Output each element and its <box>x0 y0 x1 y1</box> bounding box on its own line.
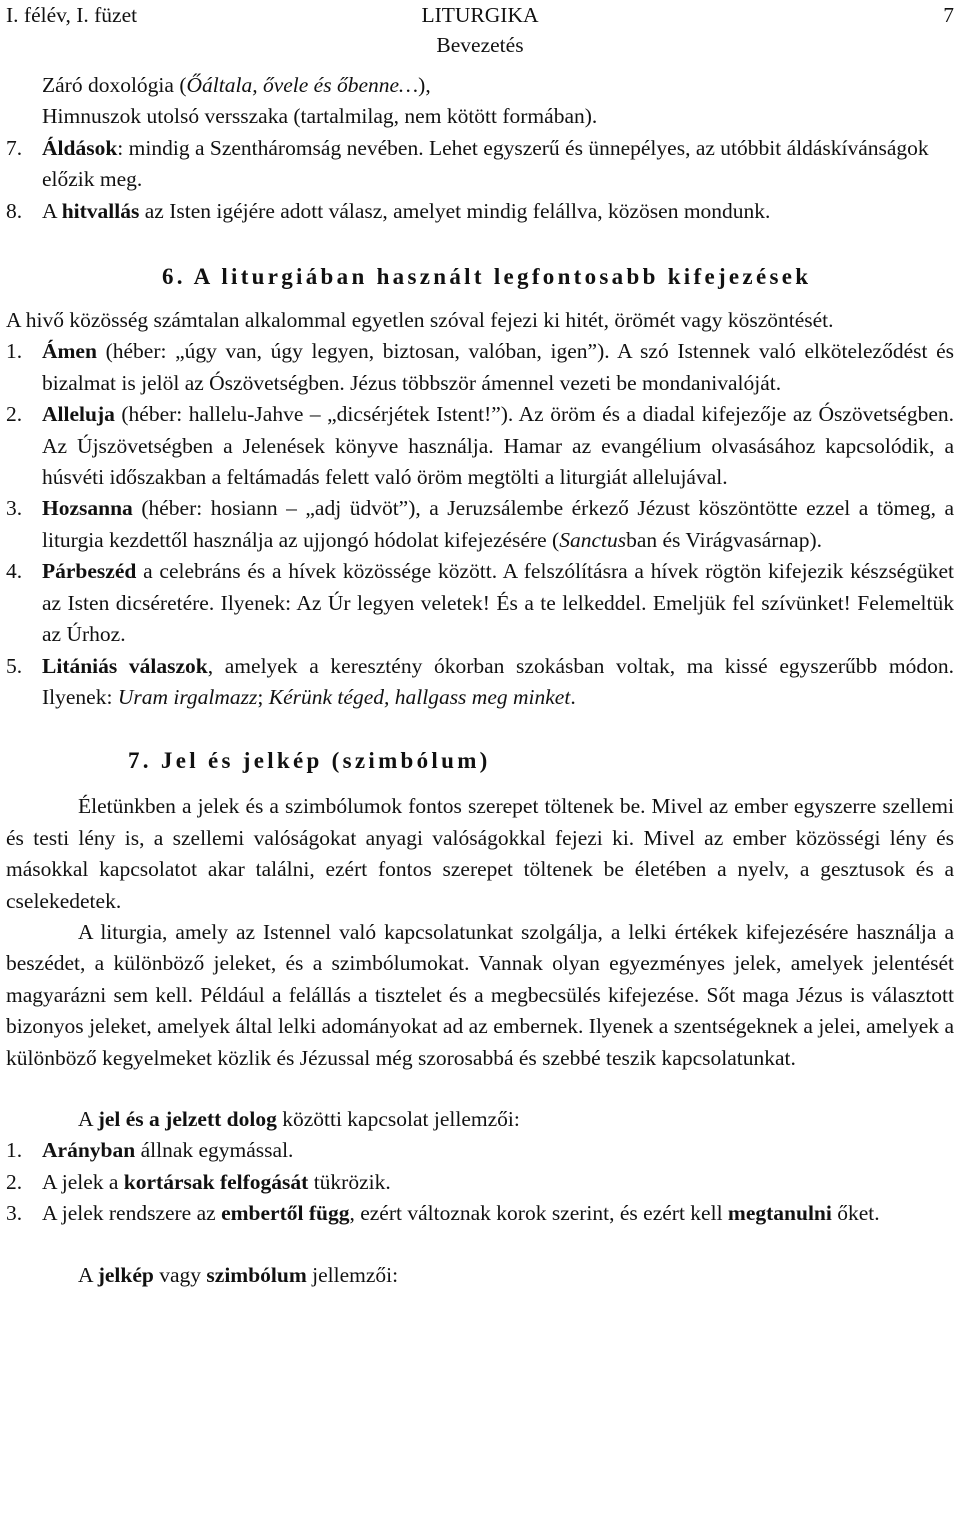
list-item: 3. A jelek rendszere az embertől függ, ezért változnak korok szerint, és ezért kell megtanulni őket. <box>6 1201 880 1226</box>
list-item: 7. Áldások: mindig a Szentháromság nevében. Lehet egyszerű és ünnepélyes, az utóbbit áldáskívánságok előzik meg. <box>6 135 929 192</box>
jel-intro: A jel és a jelzett dolog közötti kapcsolat jellemzői: <box>78 1106 520 1131</box>
section-intro: A hivő közösség számtalan alkalommal egyetlen szóval fejezi ki hitét, örömét vagy köszöntését. <box>6 308 834 333</box>
section-heading: 6. A liturgiában használt legfontosabb kifejezések <box>162 264 812 290</box>
page-content <box>0 70 960 1291</box>
list-item: 1. Arányban állnak egymással. <box>6 1138 294 1163</box>
term-item: 3. Hozsanna (héber: hosiann – „adj üdvöt”), a Jeruzsálembe érkező Jézust köszöntötte ezzel a tömeg, a liturgia kezdettől használja az ujjongó hódolat kifejezésére (Sanctusban és Virágvasárnap). <box>6 496 954 552</box>
page-number: 7 <box>943 3 954 27</box>
paragraph: A liturgia, amely az Istennel való kapcsolatunkat szolgálja, a lelki értékek kifejezésére használja a beszédet, a különböző jeleket, és a szimbólumokat. Vannak olyan egyezményes jelek, amelyek jelentését magyarázni sem kell. Például a felállás a tisztelet és a megbecsülés kifejezése. Sőt maga Jézus is választott bizonyos jeleket, amelyek által lelki adományokat ad az embernek. Ilyenek a szentségeknek a jelei, amelyek a különböző kegyelmeket közlik és Jézussal még szorosabbá és szebbé teszik kapcsolatunkat. <box>6 919 954 1070</box>
paragraph: Életünkben a jelek és a szimbólumok fontos szerepet töltenek be. Mivel az ember egyszerre szellemi és testi lény is, a szellemi valóságokat anyagi valóságokkal fejezi ki. Mivel az ember közösségi lény és másokkal kapcsolatot akar találni, ezért fontos szerepet töltenek be életében a nyelv, a gesztusok és a cselekedetek. <box>6 794 954 913</box>
term-item: 4. Párbeszéd a celebráns és a hívek közössége között. A felszólításra a hívek rögtön kifejezik készségüket az Isten dicséretére. Ilyenek: Az Úr legyen veletek! És a te lelkeddel. Emeljük fel szívünket! Felemeltük az Úrhoz. <box>6 559 954 647</box>
list-item: 8. A hitvallás az Isten igéjére adott válasz, amelyet mindig felállva, közösen mondunk. <box>6 198 771 223</box>
list-item: 2. A jelek a kortársak felfogását tükrözik. <box>6 1169 391 1194</box>
page-header <box>0 0 960 70</box>
term-item: 5. Litániás válaszok, amelyek a keresztény ókorban szokásban voltak, ma kissé egyszerűbb módon. Ilyenek: Uram irgalmazz; Kérünk téged, hallgass meg minket. <box>6 653 954 709</box>
section-heading: 7. Jel és jelkép (szimbólum) <box>128 748 491 774</box>
term-item: 2. Alleluja (héber: hallelu-Jahve – „dicsérjétek Istent!”). Az öröm és a diadal kifejezője az Ószövetségben. Az Újszövetségben a Jelenések könyve használja. Hamar az evangélium olvasásához kapcsolódik, a húsvéti időszakban a feltámadás felett való öröm megtölti a liturgiát allelujával. <box>6 402 954 490</box>
jelkep-intro: A jelkép vagy szimbólum jellemzői: <box>78 1262 399 1287</box>
intro-line: Záró doxológia (Őáltala, ővele és őbenne…), <box>42 73 431 97</box>
header-title: LITURGIKA <box>421 3 539 27</box>
intro-line: Himnuszok utolsó versszaka (tartalmilag, nem kötött formában). <box>42 104 598 129</box>
header-course: I. félév, I. füzet <box>6 3 138 27</box>
term-item: 1. Ámen (héber: „úgy van, úgy legyen, biztosan, valóban, igen”). A szó Istennek való elköteleződést és bizalmat is jelöl az Ószövetségben. Jézus többször ámennel vezeti be mondanivalóját. <box>6 339 954 395</box>
header-subtitle: Bevezetés <box>436 33 524 57</box>
